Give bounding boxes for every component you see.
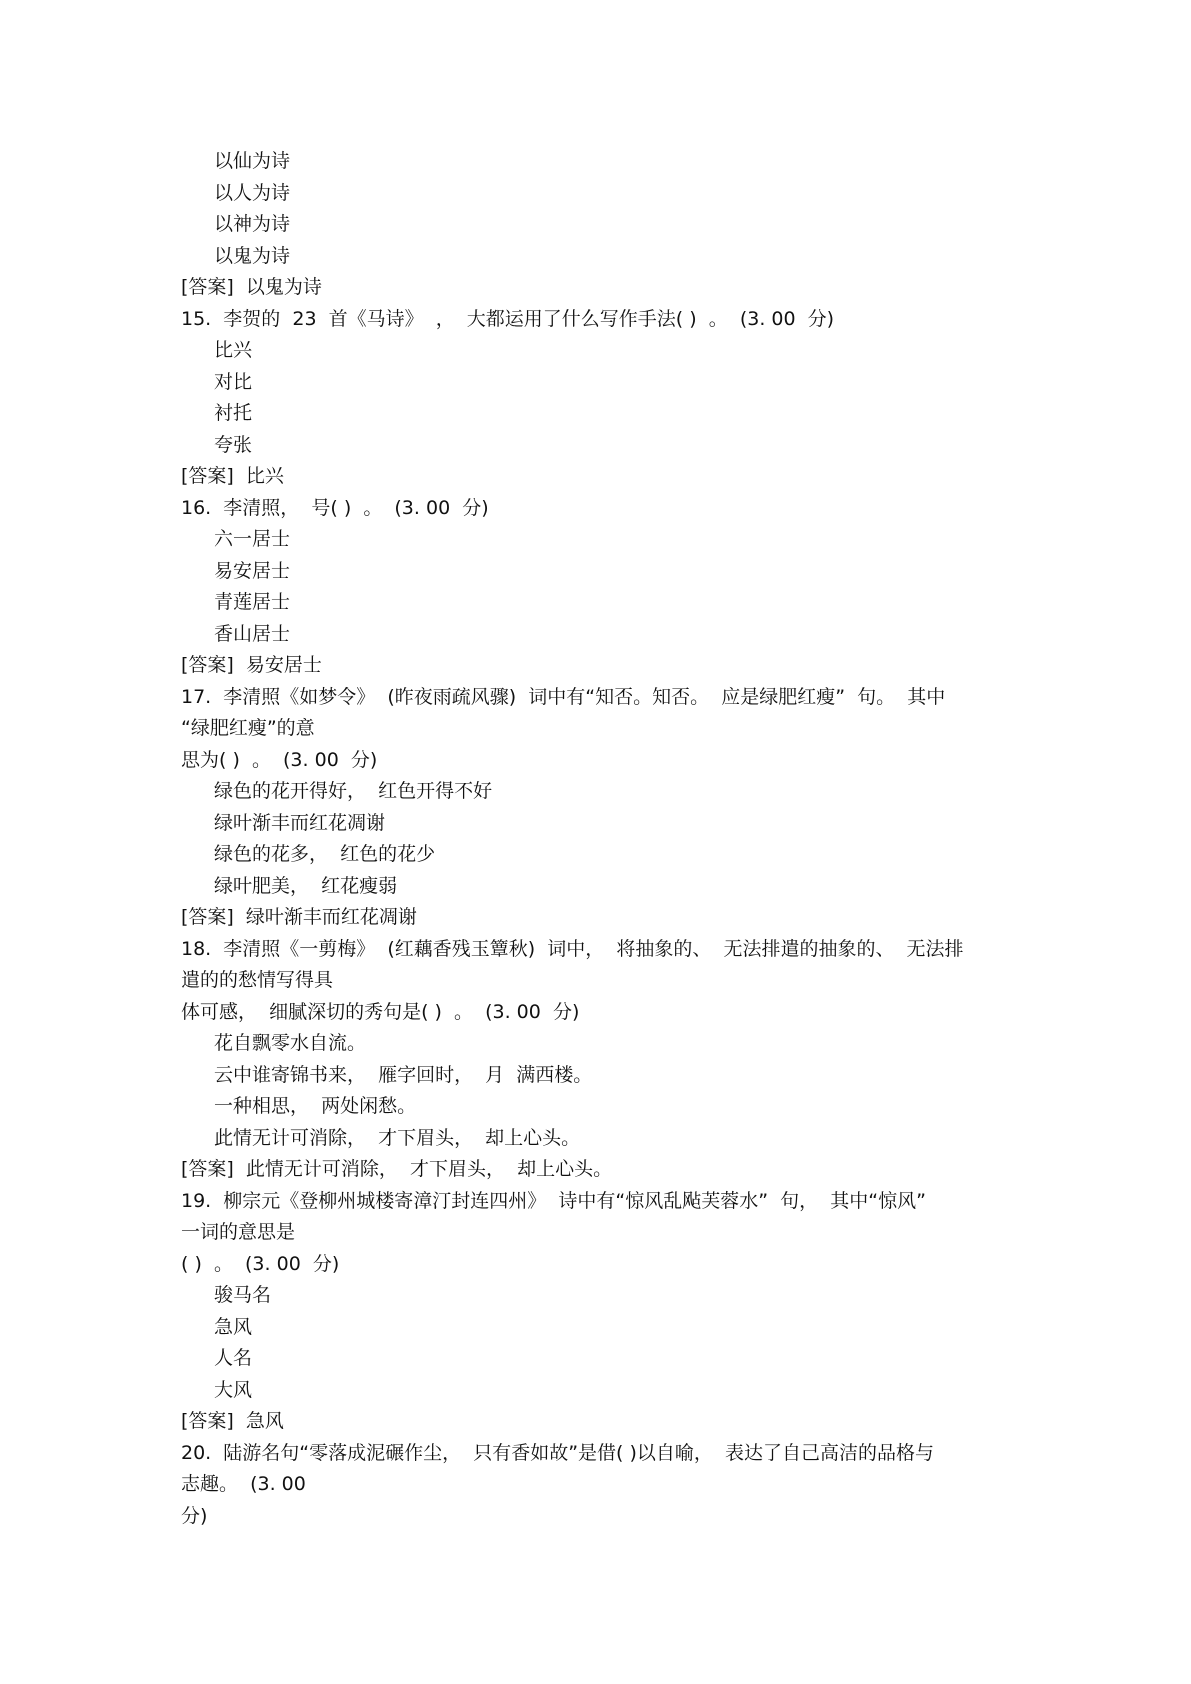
option-line: 以人为诗	[214, 181, 291, 204]
question-text: 15. 李贺的 23 首《马诗》 ， 大都运用了什么写作手法( ) 。 (3. 00 分)	[181, 307, 835, 330]
option-line: 一种相思， 两处闲愁。	[214, 1095, 417, 1117]
option-line: 衬托	[214, 402, 253, 424]
option-line: 以鬼为诗	[214, 244, 291, 267]
question-text: 20. 陆游名句“零落成泥碾作尘， 只有香如故”是借( )以自喻， 表达了自己高洁的品格与	[181, 1441, 935, 1464]
question-14-tail	[181, 146, 1031, 304]
option-line: 以仙为诗	[214, 150, 291, 172]
option-line: 此情无计可消除， 才下眉头， 却上心头。	[214, 1126, 581, 1149]
option-line: 六一居士	[214, 528, 291, 550]
question-text: ( ) 。 (3. 00 分)	[181, 1252, 340, 1275]
question-text: 志趣。 (3. 00	[181, 1473, 306, 1495]
question-text: 分)	[181, 1504, 208, 1527]
option-line: 大风	[214, 1378, 253, 1401]
question-19	[181, 1186, 1031, 1438]
answer-line: [答案] 此情无计可消除， 才下眉头， 却上心头。	[181, 1158, 613, 1180]
option-line: 骏马名	[214, 1284, 272, 1306]
option-line: 绿色的花开得好， 红色开得不好	[214, 780, 493, 802]
option-line: 云中谁寄锦书来， 雁字回时， 月 满西楼。	[214, 1063, 593, 1086]
option-line: 夸张	[214, 433, 253, 456]
option-line: 绿叶肥美， 红花瘦弱	[214, 874, 398, 897]
question-text: 17. 李清照《如梦令》 (昨夜雨疏风骤) 词中有“知否。知否。 应是绿肥红瘦” 句。 其中	[181, 685, 946, 708]
answer-line: [答案] 绿叶渐丰而红花凋谢	[181, 906, 417, 928]
question-15	[181, 304, 1031, 493]
option-line: 绿色的花多， 红色的花少	[214, 843, 436, 865]
question-text: 一词的意思是	[181, 1221, 296, 1243]
question-text: 16. 李清照， 号( ) 。 (3. 00 分)	[181, 496, 489, 519]
question-20	[181, 1438, 1031, 1533]
question-text: 18. 李清照《一剪梅》 (红藕香残玉簟秋) 词中， 将抽象的、 无法排遣的抽象的、 无法排	[181, 937, 964, 960]
option-line: 香山居士	[214, 622, 291, 645]
option-line: 对比	[214, 370, 253, 393]
question-text: 思为( ) 。 (3. 00 分)	[181, 748, 378, 771]
question-text: 体可感， 细腻深切的秀句是( ) 。 (3. 00 分)	[181, 1000, 580, 1023]
option-line: 易安居士	[214, 559, 291, 582]
answer-line: [答案] 急风	[181, 1410, 284, 1432]
option-line: 青莲居士	[214, 591, 291, 613]
answer-line: [答案] 比兴	[181, 465, 284, 487]
option-line: 急风	[214, 1315, 253, 1338]
option-line: 以神为诗	[214, 213, 291, 235]
answer-line: [答案] 以鬼为诗	[181, 276, 322, 298]
option-line: 花自飘零水自流。	[214, 1032, 367, 1054]
question-text: 19. 柳宗元《登柳州城楼寄漳汀封连四州》 诗中有“惊风乱飐芙蓉水” 句， 其中“惊风”	[181, 1189, 926, 1212]
question-text: “绿肥红瘦”的意	[181, 717, 315, 739]
question-17	[181, 682, 1031, 934]
question-16	[181, 493, 1031, 682]
question-18	[181, 934, 1031, 1186]
option-line: 绿叶渐丰而红花凋谢	[214, 811, 386, 834]
answer-line: [答案] 易安居士	[181, 654, 322, 676]
question-text: 遣的的愁情写得具	[181, 969, 334, 991]
option-line: 人名	[214, 1347, 253, 1369]
option-line: 比兴	[214, 339, 253, 361]
